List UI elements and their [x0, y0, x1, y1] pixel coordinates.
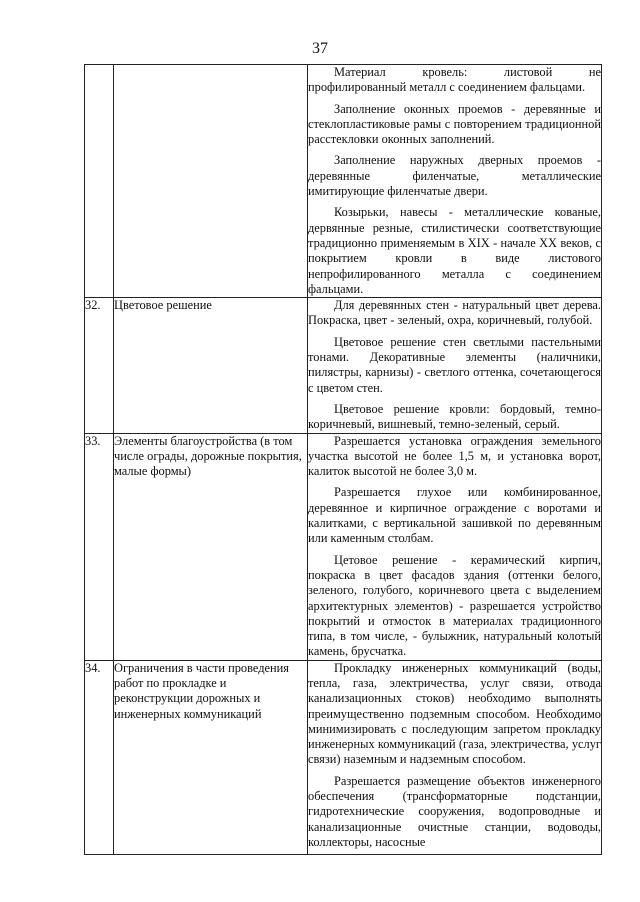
description-paragraph: Прокладку инженерных коммуникаций (воды, тепла, газа, электричества, услуг связи, отвода канализационных стоков) необходимо выполнять преимущественно подземным способом. Необходимо минимизировать с последующим запретом прокладку инженерных коммуникаций (газа, электричества, услуг связи) наземным и надземным способом. — [308, 660, 601, 767]
description-paragraph: Козырьки, навесы - металлические кованые, дервянные резные, стилистически соответствующие традиционно применяемым в XIX - начале XX веков, с покрытием кровли в виде листового непрофилированного металла с соединением фальцами. — [308, 205, 601, 296]
page-number: 37 — [312, 40, 328, 57]
description-paragraph: Разрешается глухое или комбинированное, деревянное и кирпичное ограждение с воротами и калитками, с вертикальной зашивкой по деревянным или каменным столбам. — [308, 485, 601, 546]
description-paragraph: Разрешается установка ограждения земельного участка высотой не более 1,5 м, и установка ворот, калиток высотой не более 3,0 м. — [308, 433, 601, 479]
table-row — [85, 65, 602, 298]
description-paragraph: Цветовое решение стен светлыми пастельными тонами. Декоративные элементы (наличники, пилястры, карнизы) - светлого оттенка, сочетающегося с цветом стен. — [308, 334, 601, 395]
table-row — [85, 433, 602, 660]
description-paragraph: Цветовое решение кровли: бордовый, темно-коричневый, вишневый, темно-зеленый, серый. — [308, 401, 601, 432]
row-title: Ограничения в части проведения работ по прокладке и реконструкции дорожных и инженерных коммуникаций — [114, 660, 308, 854]
description-paragraph: Заполнение оконных проемов - деревянные и стеклопластиковые рамы с повторением традиционной расстекловки оконных заполнений. — [308, 101, 601, 147]
row-number: 33. — [85, 433, 114, 660]
row-number: 32. — [85, 298, 114, 433]
row-description — [308, 65, 602, 298]
table-row — [85, 298, 602, 433]
regulations-table — [84, 64, 602, 855]
row-description — [308, 298, 602, 433]
row-description — [308, 433, 602, 660]
row-title: Цветовое решение — [114, 298, 308, 433]
row-title — [114, 65, 308, 298]
table-row — [85, 660, 602, 854]
description-paragraph: Заполнение наружных дверных проемов - деревянные филенчатые, металлические имитирующие филенчатые двери. — [308, 153, 601, 199]
description-paragraph: Материал кровель: листовой не профилированный металл с соединением фальцами. — [308, 65, 601, 95]
row-title: Элементы благоустройства (в том числе ограды, дорожные покрытия, малые формы) — [114, 433, 308, 660]
row-number — [85, 65, 114, 298]
description-paragraph: Разрешается размещение объектов инженерного обеспечения (трансформаторные подстанции, гидротехнические сооружения, водопроводные и канализационные очистные станции, водоводы, коллекторы, насосные — [308, 773, 601, 849]
row-description — [308, 660, 602, 854]
row-number: 34. — [85, 660, 114, 854]
description-paragraph: Цетовое решение - керамический кирпич, покраска в цвет фасадов здания (оттенки белого, зеленого, голубого, коричневого цвета с выделением архитектурных элементов) - разрешается устройство покрытий и отмосток в материалах традиционного типа, в том числе, - булыжник, натуральный колотый камень, брусчатка. — [308, 552, 601, 659]
description-paragraph: Для деревянных стен - натуральный цвет дерева. Покраска, цвет - зеленый, охра, коричневый, голубой. — [308, 298, 601, 328]
